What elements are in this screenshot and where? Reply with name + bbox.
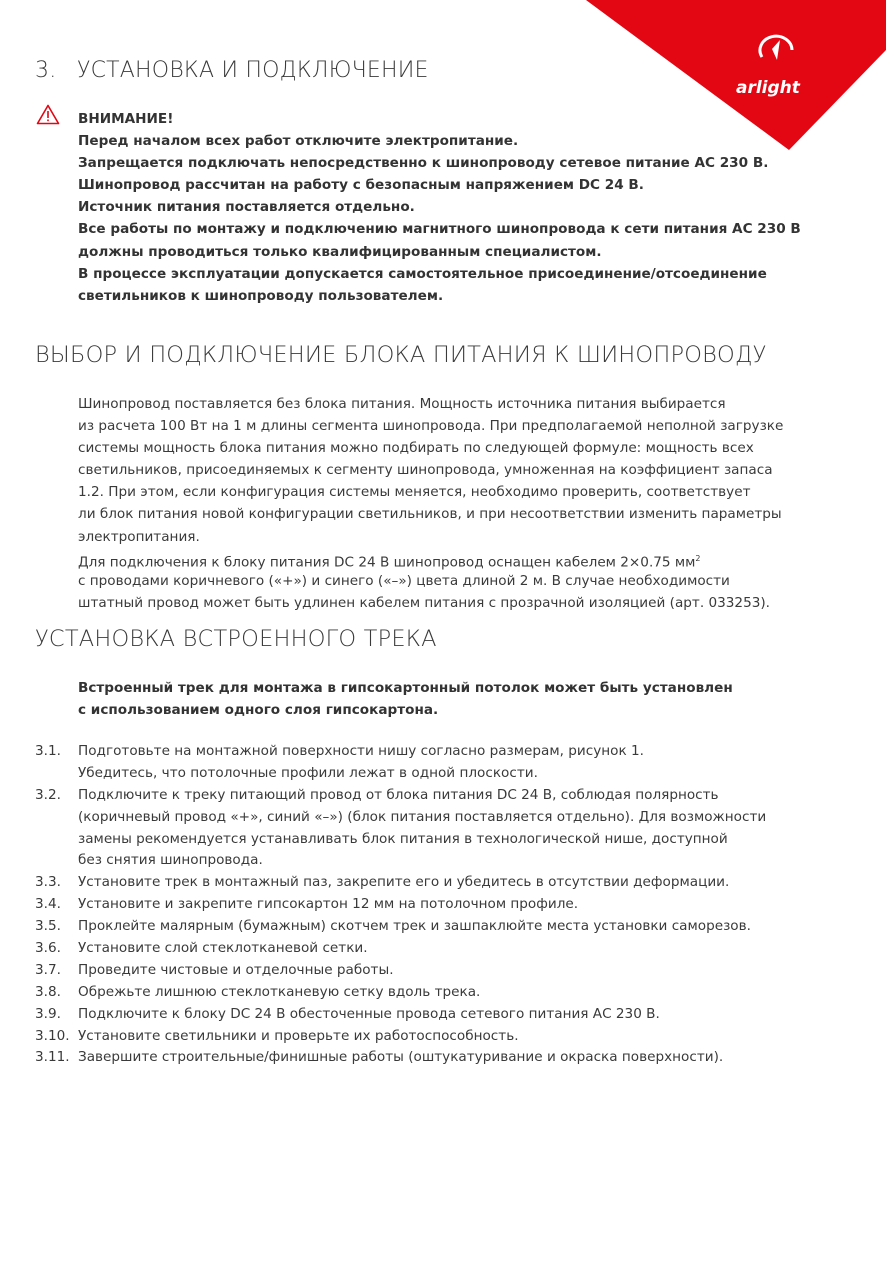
step-number: 3.1.: [35, 743, 61, 759]
step-number: 3.9.: [35, 1005, 61, 1022]
step-item: [35, 1047, 766, 1069]
text-line-cable: [78, 548, 783, 570]
install-intro: [78, 677, 733, 721]
step-item: [35, 785, 766, 873]
step-number: 3.2.: [35, 786, 61, 803]
warning-line: Источник питания поставляется отдельно.: [78, 199, 415, 216]
warning-line: Перед началом всех работ отключите электропитание.: [78, 133, 519, 150]
step-number: 3.3.: [35, 874, 61, 891]
step-item: [35, 916, 766, 938]
step-line: Подготовьте на монтажной поверхности нишу согласно размерам, рисунок 1.: [78, 743, 644, 759]
step-item: [35, 960, 766, 982]
step-number: 3.8.: [35, 983, 61, 1000]
section-heading: [35, 58, 429, 83]
power-section-title: ВЫБОР И ПОДКЛЮЧЕНИЕ БЛОКА ПИТАНИЯ К ШИНОПРОВОДУ: [35, 342, 767, 368]
warning-line: Шинопровод рассчитан на работу с безопасным напряжением DC 24 В.: [78, 177, 644, 194]
step-line: без снятия шинопровода.: [78, 852, 263, 869]
step-line: Завершите строительные/финишные работы (оштукатуривание и окраска поверхности).: [78, 1049, 724, 1066]
text-line: штатный провод может быть удлинен кабелем питания с прозрачной изоляцией (арт. 033253).: [78, 594, 770, 611]
step-line: Установите и закрепите гипсокартон 12 мм на потолочном профиле.: [78, 896, 579, 913]
cable-text: Для подключения к блоку питания DC 24 В шинопровод оснащен кабелем 2×0.75 мм: [78, 554, 696, 571]
warning-line: должны проводиться только квалифицированным специалистом.: [78, 243, 602, 260]
step-line: Подключите к блоку DC 24 В обесточенные провода сетевого питания АС 230 В.: [78, 1005, 660, 1022]
step-item: [35, 938, 766, 960]
step-line: Проведите чистовые и отделочные работы.: [78, 961, 394, 978]
text-line: светильников, присоединяемых к сегменту шинопровода, умноженная на коэффициент запаса: [78, 462, 773, 479]
step-number: 3.11.: [35, 1049, 70, 1066]
step-line: Установите трек в монтажный паз, закрепите его и убедитесь в отсутствии деформации.: [78, 874, 730, 891]
intro-line: Встроенный трек для монтажа в гипсокартонный потолок может быть установлен: [78, 680, 733, 696]
step-line: (коричневый провод «+», синий «–») (блок питания поставляется отдельно). Для возможности: [78, 808, 767, 825]
install-steps-list: [35, 741, 766, 1069]
warning-triangle-icon: [36, 104, 60, 125]
step-number: 3.6.: [35, 940, 61, 957]
step-item: [35, 1004, 766, 1026]
warning-line: Запрещается подключать непосредственно к шинопроводу сетевое питание АС 230 В.: [78, 155, 769, 172]
text-line: системы мощность блока питания можно подбирать по следующей формуле: мощность всех: [78, 440, 754, 457]
step-line: Подключите к треку питающий провод от блока питания DC 24 В, соблюдая полярность: [78, 786, 719, 803]
superscript: 2: [695, 553, 701, 563]
step-number: 3.7.: [35, 961, 61, 978]
step-number: 3.10.: [35, 1027, 70, 1044]
warning-line: Все работы по монтажу и подключению магнитного шинопровода к сети питания АС 230 В: [78, 221, 801, 238]
step-line: Убедитесь, что потолочные профили лежат в одной плоскости.: [78, 764, 538, 781]
step-number: 3.5.: [35, 918, 61, 935]
warning-line: светильников к шинопроводу пользователем.: [78, 287, 444, 304]
step-line: Обрежьте лишнюю стеклотканевую сетку вдоль трека.: [78, 983, 481, 1000]
text-line: 1.2. При этом, если конфигурация системы меняется, необходимо проверить, соответствует: [78, 484, 751, 501]
text-line: с проводами коричневого («+») и синего («–») цвета длиной 2 м. В случае необходимости: [78, 572, 730, 589]
step-item: [35, 894, 766, 916]
warning-line: ВНИМАНИЕ!: [78, 111, 174, 127]
step-item: [35, 1026, 766, 1048]
text-line: ли блок питания новой конфигурации светильников, и при несоответствии изменить параметры: [78, 506, 782, 523]
install-section-title: УСТАНОВКА ВСТРОЕННОГО ТРЕКА: [35, 626, 437, 652]
step-item: [35, 872, 766, 894]
section-number: 3.: [35, 58, 57, 83]
text-line: Шинопровод поставляется без блока питания. Мощность источника питания выбирается: [78, 396, 726, 412]
step-line: Проклейте малярным (бумажным) скотчем трек и зашпаклюйте места установки саморезов.: [78, 918, 751, 935]
text-line: электропитания.: [78, 528, 200, 545]
step-item: [35, 982, 766, 1004]
warning-block: [78, 108, 801, 307]
text-line: из расчета 100 Вт на 1 м длины сегмента шинопровода. При предполагаемой неполной загрузке: [78, 418, 784, 435]
intro-line: с использованием одного слоя гипсокартона.: [78, 702, 439, 719]
svg-text:arlight: arlight: [736, 78, 800, 98]
step-item: [35, 741, 766, 785]
step-line: Установите слой стеклотканевой сетки.: [78, 940, 368, 957]
step-line: замены рекомендуется устанавливать блок питания в технологической нише, доступной: [78, 830, 728, 847]
step-number: 3.4.: [35, 896, 61, 913]
warning-line: В процессе эксплуатации допускается самостоятельное присоединение/отсоединение: [78, 265, 767, 282]
step-line: Установите светильники и проверьте их работоспособность.: [78, 1027, 519, 1044]
power-section-text: [78, 393, 783, 614]
section-title: УСТАНОВКА И ПОДКЛЮЧЕНИЕ: [77, 58, 429, 83]
